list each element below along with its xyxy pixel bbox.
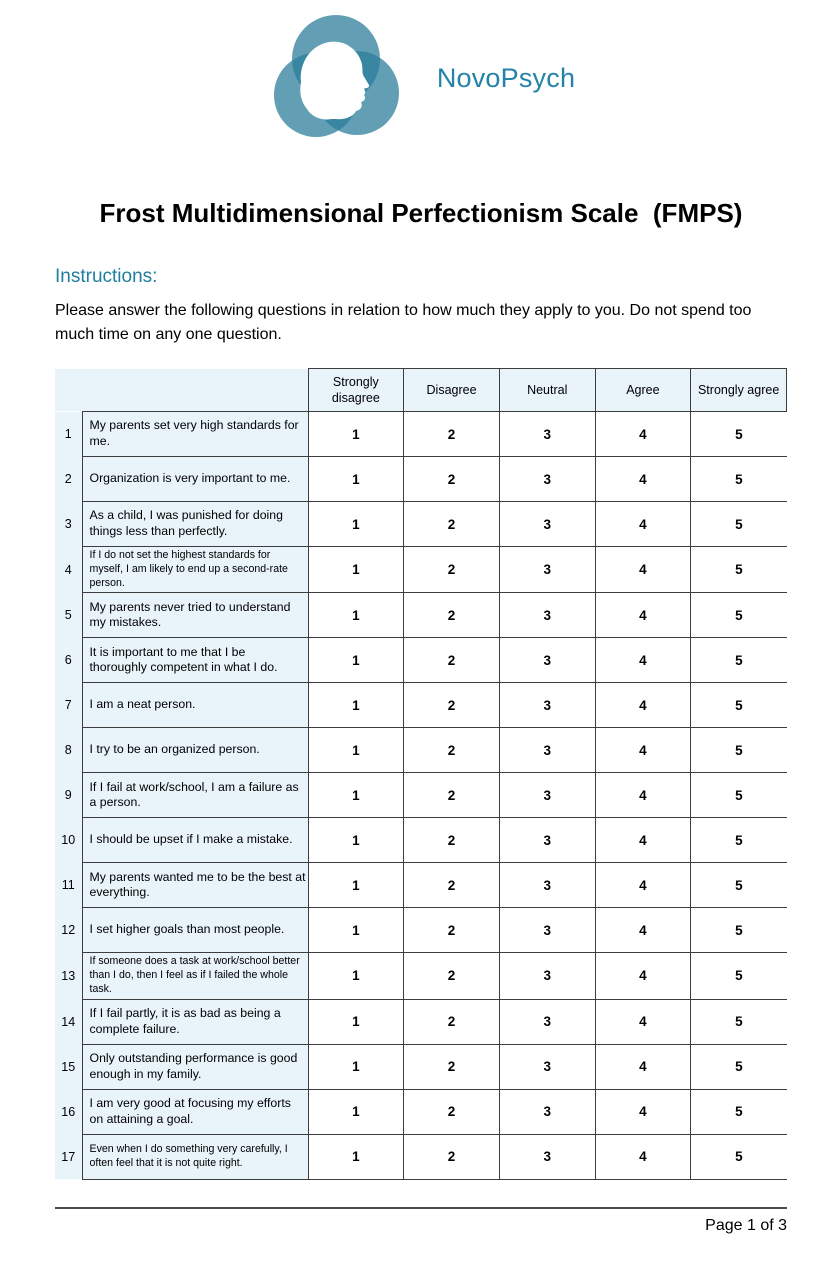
page-number: Page 1 of 3: [705, 1216, 787, 1234]
response-option-4-q5[interactable]: 4: [595, 593, 691, 638]
response-option-2-q14[interactable]: 2: [404, 999, 500, 1044]
page-footer: [55, 1207, 787, 1235]
response-option-1-q16[interactable]: 1: [308, 1089, 404, 1134]
question-row-16: [55, 1089, 787, 1134]
response-option-2-q7[interactable]: 2: [404, 683, 500, 728]
option-header-5: Strongly agree: [691, 369, 787, 412]
response-option-5-q7[interactable]: 5: [691, 683, 787, 728]
response-option-3-q4[interactable]: 3: [499, 547, 595, 593]
response-option-3-q8[interactable]: 3: [499, 728, 595, 773]
question-row-1: [55, 412, 787, 457]
response-option-1-q13[interactable]: 1: [308, 953, 404, 999]
response-option-5-q6[interactable]: 5: [691, 638, 787, 683]
question-number: 8: [55, 728, 82, 773]
question-row-13: [55, 953, 787, 999]
response-option-1-q5[interactable]: 1: [308, 593, 404, 638]
response-option-2-q2[interactable]: 2: [404, 457, 500, 502]
question-number: 14: [55, 999, 82, 1044]
option-header-3: Neutral: [499, 369, 595, 412]
response-option-4-q11[interactable]: 4: [595, 863, 691, 908]
response-option-1-q11[interactable]: 1: [308, 863, 404, 908]
question-number: 11: [55, 863, 82, 908]
response-option-5-q15[interactable]: 5: [691, 1044, 787, 1089]
option-header-2: Disagree: [404, 369, 500, 412]
response-option-5-q14[interactable]: 5: [691, 999, 787, 1044]
brand-name: NovoPsych: [436, 62, 576, 93]
question-row-6: [55, 638, 787, 683]
response-option-1-q4[interactable]: 1: [308, 547, 404, 593]
response-option-2-q6[interactable]: 2: [404, 638, 500, 683]
response-option-5-q3[interactable]: 5: [691, 502, 787, 547]
response-option-2-q8[interactable]: 2: [404, 728, 500, 773]
response-option-3-q9[interactable]: 3: [499, 773, 595, 818]
footer-divider: [55, 1207, 787, 1209]
instructions-text: Please answer the following questions in relation to how much they apply to you. Do not spend too much time on any one question.: [55, 302, 752, 343]
response-option-5-q10[interactable]: 5: [691, 818, 787, 863]
response-option-3-q13[interactable]: 3: [499, 953, 595, 999]
response-option-1-q1[interactable]: 1: [308, 412, 404, 457]
response-option-4-q13[interactable]: 4: [595, 953, 691, 999]
question-row-8: [55, 728, 787, 773]
response-option-4-q8[interactable]: 4: [595, 728, 691, 773]
question-text: Organization is very important to me.: [82, 457, 308, 502]
response-option-3-q6[interactable]: 3: [499, 638, 595, 683]
question-row-2: [55, 457, 787, 502]
question-number: 9: [55, 773, 82, 818]
question-number: 1: [55, 412, 82, 457]
question-row-12: [55, 908, 787, 953]
response-option-1-q2[interactable]: 1: [308, 457, 404, 502]
question-number: 3: [55, 502, 82, 547]
response-option-2-q11[interactable]: 2: [404, 863, 500, 908]
table-corner-spacer: [55, 369, 308, 412]
response-option-1-q6[interactable]: 1: [308, 638, 404, 683]
response-option-4-q2[interactable]: 4: [595, 457, 691, 502]
response-option-1-q15[interactable]: 1: [308, 1044, 404, 1089]
question-row-15: [55, 1044, 787, 1089]
question-text: My parents wanted me to be the best at everything.: [82, 863, 308, 908]
response-option-1-q17[interactable]: 1: [308, 1134, 404, 1179]
response-option-4-q15[interactable]: 4: [595, 1044, 691, 1089]
question-text: My parents set very high standards for me.: [82, 412, 308, 457]
response-option-5-q12[interactable]: 5: [691, 908, 787, 953]
response-option-2-q9[interactable]: 2: [404, 773, 500, 818]
response-option-3-q2[interactable]: 3: [499, 457, 595, 502]
question-text: Only outstanding performance is good enough in my family.: [82, 1044, 308, 1089]
question-text: If I fail at work/school, I am a failure as a person.: [82, 773, 308, 818]
response-option-2-q17[interactable]: 2: [404, 1134, 500, 1179]
question-row-4: [55, 547, 787, 593]
question-text: If I do not set the highest standards for myself, I am likely to end up a second-rate person.: [82, 547, 308, 593]
response-option-3-q11[interactable]: 3: [499, 863, 595, 908]
response-option-4-q6[interactable]: 4: [595, 638, 691, 683]
question-text: If someone does a task at work/school better than I do, then I feel as if I failed the whole task.: [82, 953, 308, 999]
response-option-4-q16[interactable]: 4: [595, 1089, 691, 1134]
response-option-2-q13[interactable]: 2: [404, 953, 500, 999]
question-number: 5: [55, 593, 82, 638]
response-option-2-q4[interactable]: 2: [404, 547, 500, 593]
question-row-7: [55, 683, 787, 728]
response-option-1-q8[interactable]: 1: [308, 728, 404, 773]
question-number: 17: [55, 1134, 82, 1179]
question-number: 13: [55, 953, 82, 999]
question-row-14: [55, 999, 787, 1044]
response-option-3-q15[interactable]: 3: [499, 1044, 595, 1089]
response-option-2-q5[interactable]: 2: [404, 593, 500, 638]
response-option-4-q7[interactable]: 4: [595, 683, 691, 728]
response-option-5-q8[interactable]: 5: [691, 728, 787, 773]
response-option-4-q14[interactable]: 4: [595, 999, 691, 1044]
response-option-4-q17[interactable]: 4: [595, 1134, 691, 1179]
response-option-1-q7[interactable]: 1: [308, 683, 404, 728]
question-number: 15: [55, 1044, 82, 1089]
response-option-2-q3[interactable]: 2: [404, 502, 500, 547]
response-option-2-q15[interactable]: 2: [404, 1044, 500, 1089]
response-option-3-q7[interactable]: 3: [499, 683, 595, 728]
brand-header: [61, 14, 787, 142]
response-option-3-q1[interactable]: 3: [499, 412, 595, 457]
response-option-3-q17[interactable]: 3: [499, 1134, 595, 1179]
response-option-1-q9[interactable]: 1: [308, 773, 404, 818]
response-option-1-q10[interactable]: 1: [308, 818, 404, 863]
response-option-5-q2[interactable]: 5: [691, 457, 787, 502]
question-text: I try to be an organized person.: [82, 728, 308, 773]
question-text: I am a neat person.: [82, 683, 308, 728]
question-text: As a child, I was punished for doing things less than perfectly.: [82, 502, 308, 547]
response-option-4-q1[interactable]: 4: [595, 412, 691, 457]
questionnaire-table: [55, 368, 787, 1180]
response-option-3-q3[interactable]: 3: [499, 502, 595, 547]
response-option-3-q14[interactable]: 3: [499, 999, 595, 1044]
response-option-3-q12[interactable]: 3: [499, 908, 595, 953]
option-header-1: Strongly disagree: [308, 369, 404, 412]
page-title: Frost Multidimensional Perfectionism Scale (FMPS): [99, 198, 743, 228]
question-text: I am very good at focusing my efforts on attaining a goal.: [82, 1089, 308, 1134]
option-header-4: Agree: [595, 369, 691, 412]
question-text: My parents never tried to understand my mistakes.: [82, 593, 308, 638]
response-option-2-q1[interactable]: 2: [404, 412, 500, 457]
response-option-2-q12[interactable]: 2: [404, 908, 500, 953]
question-text: I should be upset if I make a mistake.: [82, 818, 308, 863]
response-option-4-q10[interactable]: 4: [595, 818, 691, 863]
question-number: 10: [55, 818, 82, 863]
question-row-3: [55, 502, 787, 547]
response-option-5-q16[interactable]: 5: [691, 1089, 787, 1134]
question-row-9: [55, 773, 787, 818]
response-option-3-q10[interactable]: 3: [499, 818, 595, 863]
question-row-5: [55, 593, 787, 638]
question-row-17: [55, 1134, 787, 1179]
instructions-heading: Instructions:: [55, 266, 158, 287]
response-option-4-q3[interactable]: 4: [595, 502, 691, 547]
response-option-2-q10[interactable]: 2: [404, 818, 500, 863]
response-option-4-q9[interactable]: 4: [595, 773, 691, 818]
response-option-5-q13[interactable]: 5: [691, 953, 787, 999]
question-number: 2: [55, 457, 82, 502]
response-option-5-q4[interactable]: 5: [691, 547, 787, 593]
response-option-1-q3[interactable]: 1: [308, 502, 404, 547]
question-number: 16: [55, 1089, 82, 1134]
question-row-10: [55, 818, 787, 863]
response-option-1-q12[interactable]: 1: [308, 908, 404, 953]
question-number: 12: [55, 908, 82, 953]
response-option-5-q11[interactable]: 5: [691, 863, 787, 908]
question-text: Even when I do something very carefully, I often feel that it is not quite right.: [82, 1134, 308, 1179]
question-row-11: [55, 863, 787, 908]
response-option-4-q12[interactable]: 4: [595, 908, 691, 953]
question-number: 4: [55, 547, 82, 593]
response-option-4-q4[interactable]: 4: [595, 547, 691, 593]
novopsych-logo-icon: [273, 14, 399, 142]
response-option-5-q5[interactable]: 5: [691, 593, 787, 638]
response-option-2-q16[interactable]: 2: [404, 1089, 500, 1134]
response-option-5-q9[interactable]: 5: [691, 773, 787, 818]
question-text: If I fail partly, it is as bad as being a complete failure.: [82, 999, 308, 1044]
question-text: I set higher goals than most people.: [82, 908, 308, 953]
question-number: 7: [55, 683, 82, 728]
question-text: It is important to me that I be thoroughly competent in what I do.: [82, 638, 308, 683]
response-option-3-q16[interactable]: 3: [499, 1089, 595, 1134]
response-option-5-q1[interactable]: 5: [691, 412, 787, 457]
response-option-5-q17[interactable]: 5: [691, 1134, 787, 1179]
options-header-row: [55, 369, 787, 412]
response-option-3-q5[interactable]: 3: [499, 593, 595, 638]
response-option-1-q14[interactable]: 1: [308, 999, 404, 1044]
question-number: 6: [55, 638, 82, 683]
